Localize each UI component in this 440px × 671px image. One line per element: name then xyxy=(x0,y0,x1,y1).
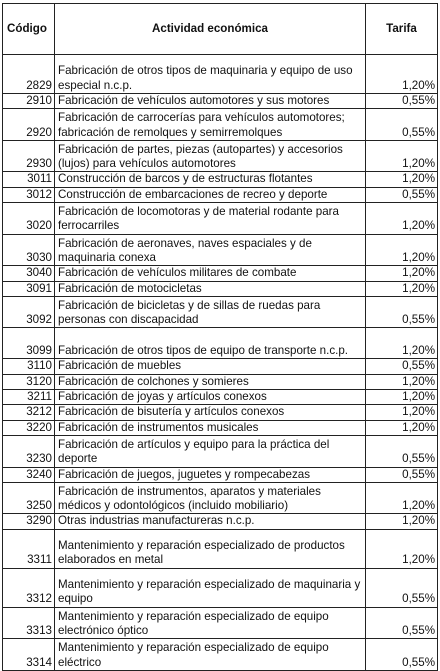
code-cell: 2920 xyxy=(3,109,55,141)
rate-cell: 0,55% xyxy=(366,296,438,328)
code-cell: 3313 xyxy=(3,607,55,639)
table-row xyxy=(3,296,438,328)
code-cell: 3030 xyxy=(3,234,55,266)
code-cell: 3220 xyxy=(3,420,55,435)
rate-cell: 0,55% xyxy=(366,467,438,482)
rate-cell: 0,55% xyxy=(366,109,438,141)
rate-cell: 1,20% xyxy=(366,514,438,529)
code-cell: 3120 xyxy=(3,374,55,389)
rate-cell: 1,20% xyxy=(366,281,438,296)
rate-cell: 1,20% xyxy=(366,55,438,94)
table-row xyxy=(3,435,438,467)
table-row xyxy=(3,467,438,482)
activity-cell: Fabricación de bisutería y artículos conexos xyxy=(55,405,366,420)
activity-cell: Mantenimiento y reparación especializado de maquinaria y equipo xyxy=(55,568,366,607)
table-row xyxy=(3,55,438,94)
activity-cell: Fabricación de locomotoras y de material rodante para ferrocarriles xyxy=(55,203,366,235)
header-row xyxy=(3,4,438,55)
rate-cell: 1,20% xyxy=(366,374,438,389)
code-cell: 3099 xyxy=(3,328,55,359)
table-body xyxy=(3,55,438,671)
table-row xyxy=(3,529,438,568)
rate-cell: 1,20% xyxy=(366,529,438,568)
rate-cell: 1,20% xyxy=(366,390,438,405)
table-row xyxy=(3,390,438,405)
table-row xyxy=(3,359,438,374)
rate-cell: 0,55% xyxy=(366,568,438,607)
table-row xyxy=(3,281,438,296)
activity-cell: Fabricación de juegos, juguetes y rompecabezas xyxy=(55,467,366,482)
table-row xyxy=(3,568,438,607)
rate-cell: 0,55% xyxy=(366,359,438,374)
rate-cell: 1,20% xyxy=(366,482,438,514)
table-row xyxy=(3,374,438,389)
rate-cell: 1,20% xyxy=(366,328,438,359)
activity-cell: Fabricación de carrocerías para vehículos automotores; fabricación de remolques y semirremolques xyxy=(55,109,366,141)
code-cell: 3314 xyxy=(3,639,55,671)
rate-cell: 1,20% xyxy=(366,140,438,172)
code-cell: 3211 xyxy=(3,390,55,405)
table-row xyxy=(3,140,438,172)
rate-cell: 0,55% xyxy=(366,607,438,639)
rate-cell: 1,20% xyxy=(366,172,438,187)
code-cell: 3040 xyxy=(3,266,55,281)
activity-cell: Fabricación de muebles xyxy=(55,359,366,374)
code-cell: 3092 xyxy=(3,296,55,328)
code-cell: 3012 xyxy=(3,187,55,202)
table-row xyxy=(3,328,438,359)
rate-cell: 1,20% xyxy=(366,405,438,420)
rate-cell: 1,20% xyxy=(366,203,438,235)
activity-cell: Mantenimiento y reparación especializado de equipo electrónico óptico xyxy=(55,607,366,639)
activity-cell: Fabricación de bicicletas y de sillas de ruedas para personas con discapacidad xyxy=(55,296,366,328)
code-cell: 3290 xyxy=(3,514,55,529)
code-cell: 3091 xyxy=(3,281,55,296)
activity-cell: Fabricación de colchones y somieres xyxy=(55,374,366,389)
code-cell: 3312 xyxy=(3,568,55,607)
activity-cell: Construcción de barcos y de estructuras flotantes xyxy=(55,172,366,187)
header-rate: Tarifa xyxy=(366,4,438,55)
activity-cell: Fabricación de partes, piezas (autopartes) y accesorios (lujos) para vehículos automotores xyxy=(55,140,366,172)
table-row xyxy=(3,405,438,420)
rate-cell: 0,55% xyxy=(366,94,438,109)
rate-cell: 1,20% xyxy=(366,266,438,281)
code-cell: 2910 xyxy=(3,94,55,109)
table-row xyxy=(3,94,438,109)
code-cell: 2930 xyxy=(3,140,55,172)
rate-cell: 0,55% xyxy=(366,639,438,671)
table-row xyxy=(3,187,438,202)
activity-cell: Otras industrias manufactureras n.c.p. xyxy=(55,514,366,529)
activity-cell: Fabricación de instrumentos musicales xyxy=(55,420,366,435)
activity-cell: Fabricación de artículos y equipo para la práctica del deporte xyxy=(55,435,366,467)
activity-cell: Fabricación de motocicletas xyxy=(55,281,366,296)
table-row xyxy=(3,109,438,141)
code-cell: 3311 xyxy=(3,529,55,568)
header-activity: Actividad económica xyxy=(55,4,366,55)
code-cell: 3110 xyxy=(3,359,55,374)
activity-cell: Fabricación de otros tipos de equipo de transporte n.c.p. xyxy=(55,328,366,359)
table-row xyxy=(3,266,438,281)
rate-cell: 1,20% xyxy=(366,234,438,266)
table-header xyxy=(3,4,438,55)
tariff-table xyxy=(2,3,438,671)
table-row xyxy=(3,420,438,435)
activity-cell: Mantenimiento y reparación especializado de productos elaborados en metal xyxy=(55,529,366,568)
activity-cell: Construcción de embarcaciones de recreo y deporte xyxy=(55,187,366,202)
code-cell: 3212 xyxy=(3,405,55,420)
header-code: Código xyxy=(3,4,55,55)
code-cell: 3230 xyxy=(3,435,55,467)
rate-cell: 0,55% xyxy=(366,187,438,202)
table-row xyxy=(3,234,438,266)
activity-cell: Fabricación de otros tipos de maquinaria y equipo de uso especial n.c.p. xyxy=(55,55,366,94)
code-cell: 3020 xyxy=(3,203,55,235)
activity-cell: Mantenimiento y reparación especializado de equipo eléctrico xyxy=(55,639,366,671)
code-cell: 3011 xyxy=(3,172,55,187)
activity-cell: Fabricación de aeronaves, naves espaciales y de maquinaria conexa xyxy=(55,234,366,266)
table-row xyxy=(3,203,438,235)
code-cell: 3240 xyxy=(3,467,55,482)
rate-cell: 1,20% xyxy=(366,420,438,435)
activity-cell: Fabricación de instrumentos, aparatos y materiales médicos y odontológicos (incluido mobiliario) xyxy=(55,482,366,514)
code-cell: 2829 xyxy=(3,55,55,94)
table-row xyxy=(3,607,438,639)
table-row xyxy=(3,514,438,529)
table-row xyxy=(3,639,438,671)
table-row xyxy=(3,172,438,187)
table-row xyxy=(3,482,438,514)
activity-cell: Fabricación de vehículos automotores y sus motores xyxy=(55,94,366,109)
activity-cell: Fabricación de joyas y artículos conexos xyxy=(55,390,366,405)
rate-cell: 0,55% xyxy=(366,435,438,467)
activity-cell: Fabricación de vehículos militares de combate xyxy=(55,266,366,281)
code-cell: 3250 xyxy=(3,482,55,514)
